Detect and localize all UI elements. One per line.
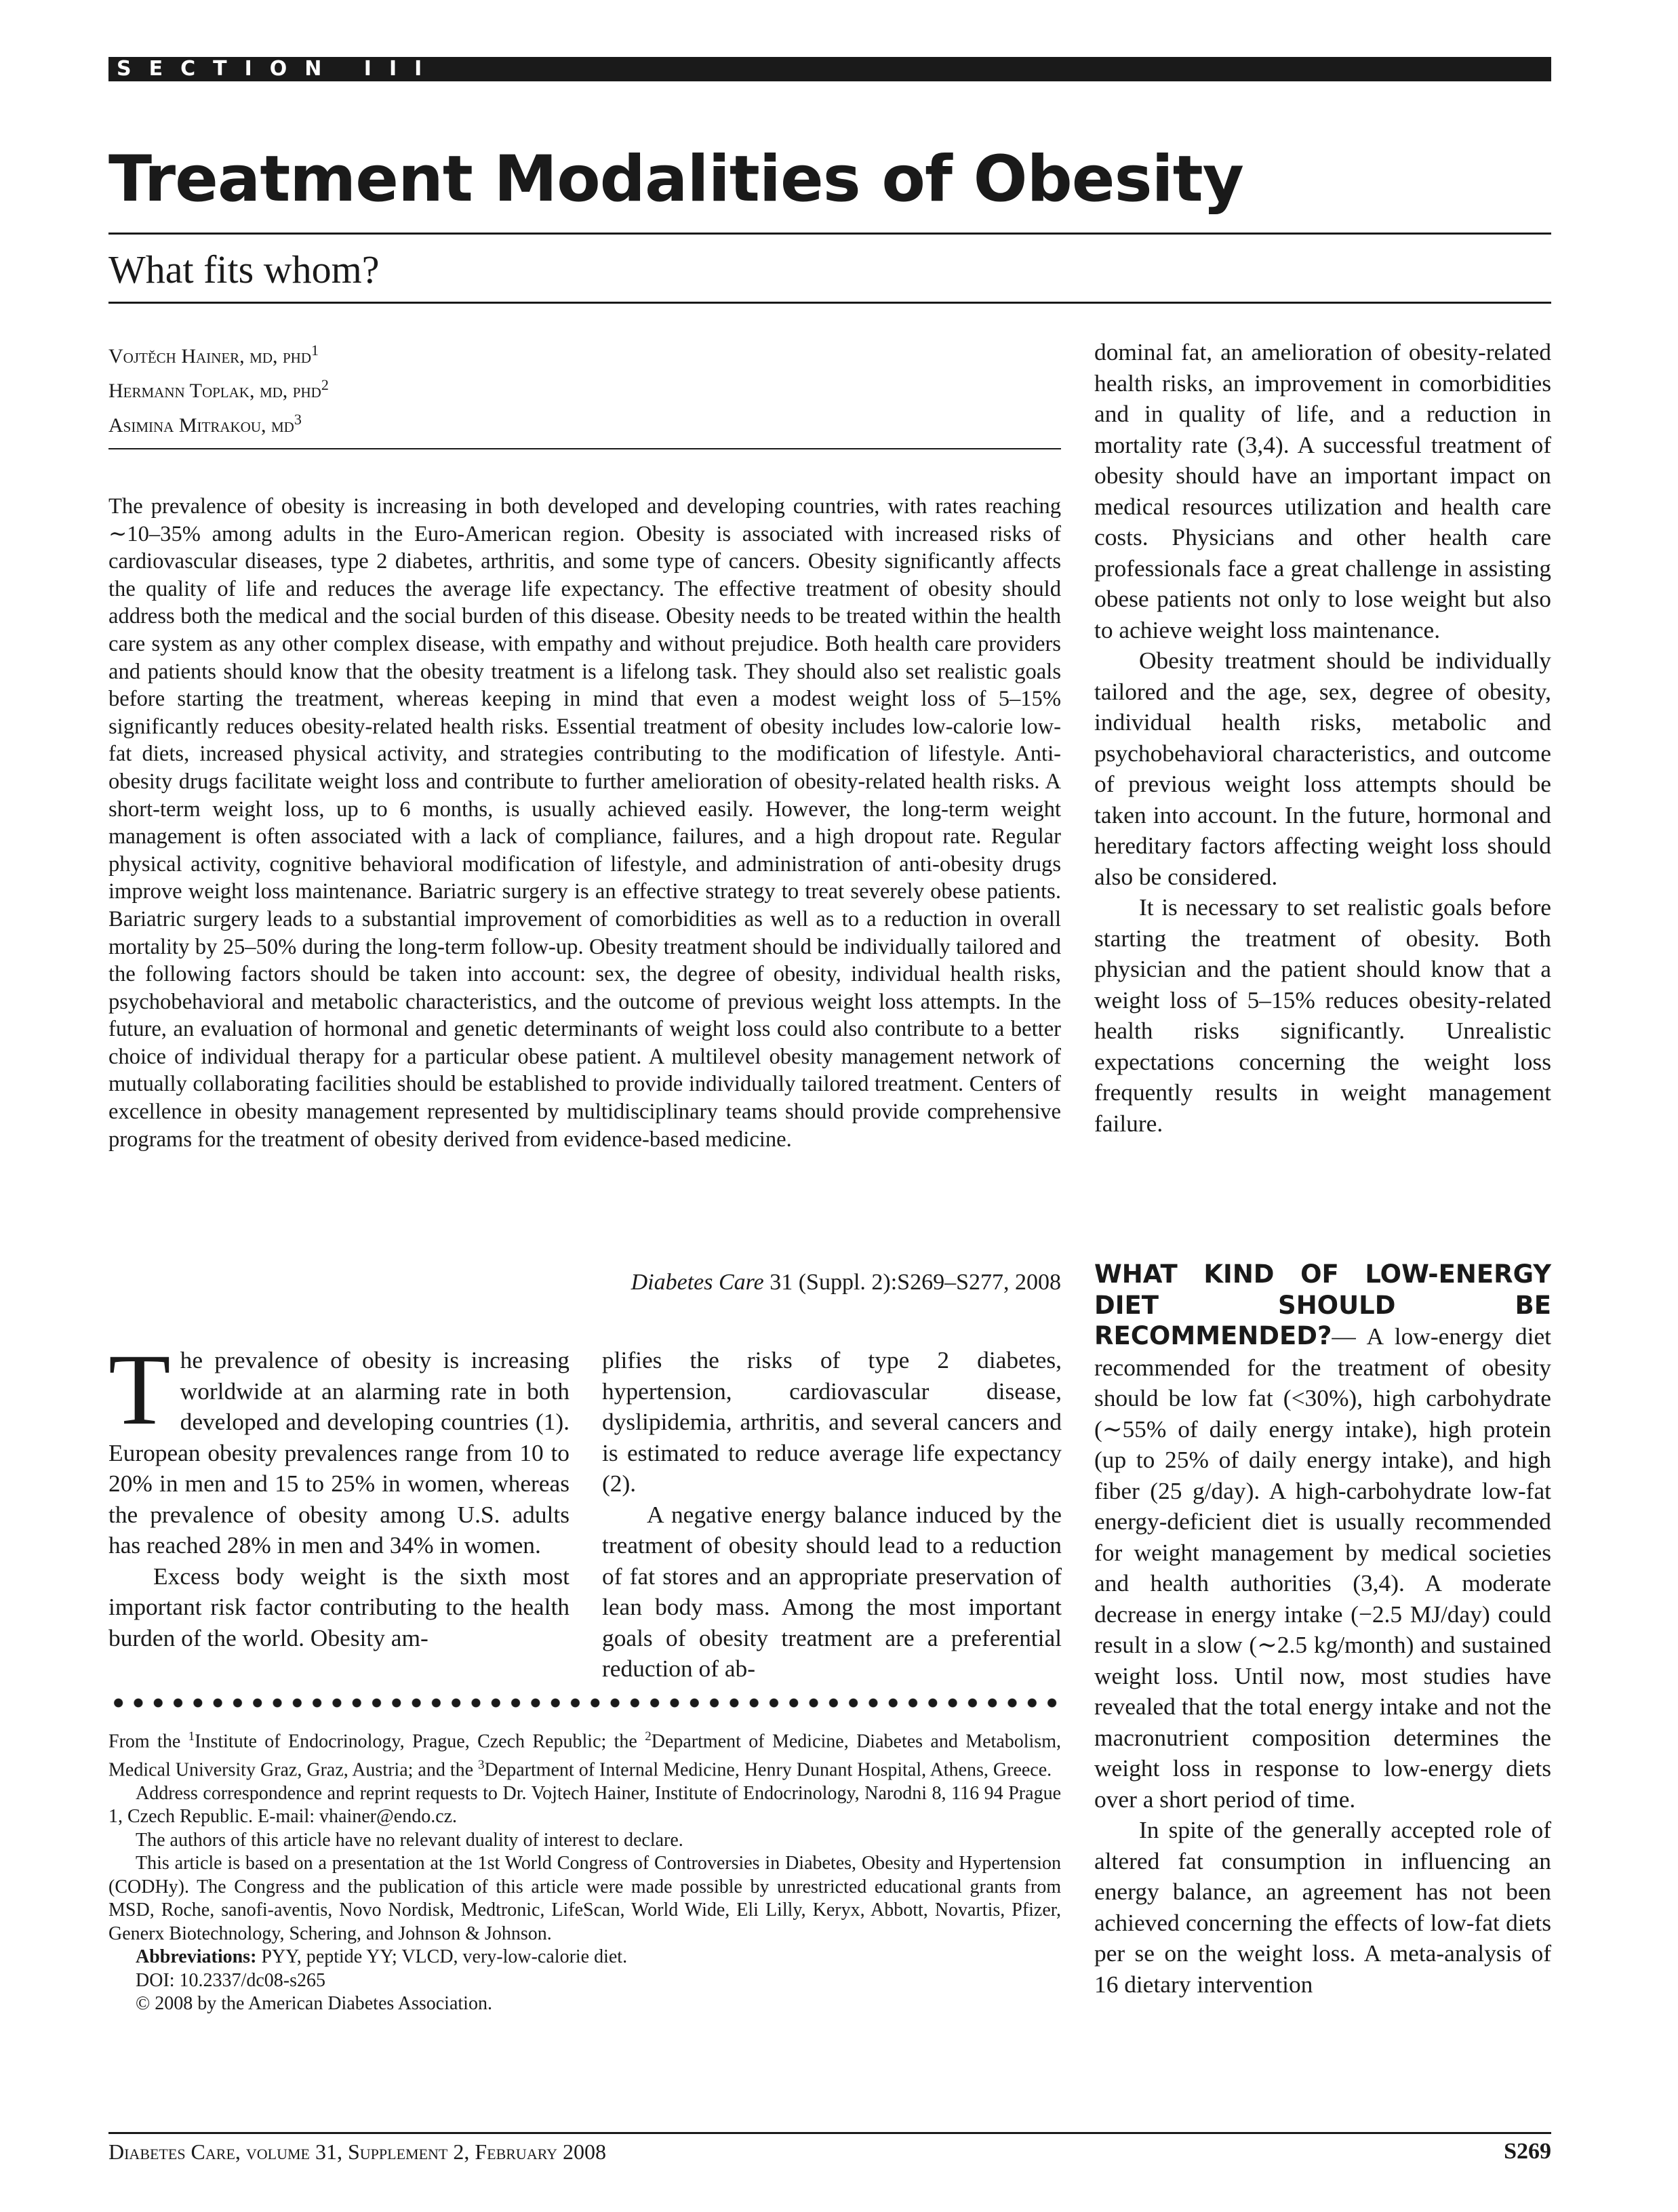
correspondence: Address correspondence and reprint requests to Dr. Vojtech Hainer, Institute of Endocrinology, Narodni 8, 116 94 Prague 1, Czech Republic. E-mail: vhainer@endo.cz. <box>108 1782 1061 1828</box>
body-column-3-section: WHAT KIND OF LOW-ENERGY DIET SHOULD BE RECOMMENDED?— A low-energy diet recommended for the treatment of obesity should be low fat (<30%), high carbohydrate (∼55% of daily energy intake), high protein (up to 25% of daily energy intake), and high fiber (25 g/day). A high-carbohydrate low-fat energy-deficient diet is usually recommended for weight management by medical societies and health authorities (3,4). A moderate decrease in energy intake (−2.5 MJ/day) could result in a slow (∼2.5 kg/month) and sustained weight loss. Until now, most studies have revealed that the total energy intake and not the macronutrient composition determines the weight loss in response to low-energy diets over a short period of time. In spite of the generally accepted role of altered fat consumption in influencing an energy balance, an agreement has not been achieved concerning the effects of low-fat diets per se on the weight loss. A meta-analysis of 16 dietary intervention <box>1094 1260 1551 2000</box>
body-column-3 <box>1094 337 1551 1139</box>
body-column-2 <box>602 1345 1062 1685</box>
drop-cap: T <box>108 1333 171 1446</box>
section-heading: WHAT KIND OF LOW-ENERGY DIET SHOULD BE RECOMMENDED? <box>1094 1260 1551 1350</box>
subtitle-rule <box>108 302 1551 304</box>
paragraph: It is necessary to set realistic goals before starting the treatment of obesity. Both physician and the patient should know that a weight loss of 5–15% reduces obesity-related health risks significantly. Unrealistic expectations concerning the weight loss frequently results in weight management failure. <box>1094 893 1551 1137</box>
article-title: Treatment Modalities of Obesity <box>108 142 1243 216</box>
page-number: S269 <box>1504 2139 1551 2164</box>
title-rule <box>108 233 1551 235</box>
paragraph: Excess body weight is the sixth most important risk factor contributing to the health burden of the world. Obesity am- <box>108 1562 570 1651</box>
duality-statement: The authors of this article have no relevant duality of interest to declare. <box>136 1829 683 1851</box>
doi: DOI: 10.2337/dc08-s265 <box>136 1969 325 1991</box>
citation: Diabetes Care 31 (Suppl. 2):S269–S277, 2008 <box>631 1270 1061 1295</box>
paragraph: dominal fat, an amelioration of obesity-related health risks, an improvement in comorbidities and in quality of life, and a reduction in mortality rate (3,4). A successful treatment of obesity should have an important impact on medical resources utilization and health care costs. Physicians and other health care professionals face a great challenge in assisting obese patients not only to lose weight but also to achieve weight loss maintenance. <box>1094 338 1551 643</box>
journal-footer: Diabetes Care, volume 31, Supplement 2, February 2008 <box>108 2139 607 2164</box>
abbreviations: Abbreviations: PYY, peptide YY; VLCD, very-low-calorie diet. <box>136 1946 628 1968</box>
paragraph: Obesity treatment should be individually tailored and the age, sex, degree of obesity, individual health risks, metabolic and psychobehavioral characteristics, and outcome of previous weight loss attempts should be taken into account. In the future, hormonal and hereditary factors affecting weight loss should also be considered. <box>1094 647 1551 890</box>
paragraph: plifies the risks of type 2 diabetes, hypertension, cardiovascular disease, dyslipidemia, arthritis, and several cancers and is estimated to reduce average life expectancy (2). <box>602 1346 1062 1497</box>
author-list <box>108 336 329 440</box>
author: Hermann Toplak, md, phd$^2$ <box>108 376 329 402</box>
paragraph: A negative energy balance induced by the treatment of obesity should lead to a reduction of fat stores and an appropriate preservation of lean body mass. Among the most important goals of obesity treatment are a preferential reduction of ab- <box>602 1500 1062 1682</box>
article-subtitle: What fits whom? <box>108 247 380 291</box>
dotted-separator <box>108 1696 1061 1710</box>
footer-rule <box>108 2132 1551 2134</box>
author: Vojtěch Hainer, md, phd$^1$ <box>108 342 319 367</box>
copyright: © 2008 by the American Diabetes Association. <box>136 1993 492 2015</box>
author: Asimina Mitrakou, $md^3$ <box>108 411 302 437</box>
presentation-note: This article is based on a presentation at the 1st World Congress of Controversies in Diabetes, Obesity and Hypertension (CODHy). The Congress and the publication of this article were made possible by unrestricted educational grants from MSD, Roche, sanofi-aventis, Novo Nordisk, Medtronic, LifeScan, World Wide, Eli Lilly, Keryx, Abbott, Novartis, Pfizer, Generx Biotechnology, Schering, and Johnson & Johnson. <box>108 1853 1061 1944</box>
abstract: The prevalence of obesity is increasing in both developed and developing countries, with rates reaching ∼10–35% among adults in the Euro-American region. Obesity is associated with increased risks of cardiovascular diseases, type 2 diabetes, arthritis, and some type of cancers. Obesity significantly affects the quality of life and reduces the average life expectancy. The effective treatment of obesity should address both the medical and the social burden of this disease. Obesity needs to be treated within the health care system as any other complex disease, with empathy and without prejudice. Both health care providers and patients should know that the obesity treatment is a lifelong task. They should also set realistic goals before starting the treatment, whereas keeping in mind that even a modest weight loss of 5–15% significantly reduces obesity-related health risks. Essential treatment of obesity includes low-calorie low-fat diets, increased physical activity, and strategies contributing to the modification of lifestyle. Anti-obesity drugs facilitate weight loss and contribute to further amelioration of obesity-related health risks. A short-term weight loss, up to 6 months, is usually achieved easily. However, the long-term weight management is often associated with a lack of compliance, failures, and a high dropout rate. Regular physical activity, cognitive behavioral modification of lifestyle, and administration of anti-obesity drugs improve weight loss maintenance. Bariatric surgery is an effective strategy to treat severely obese patients. Bariatric surgery leads to a substantial improvement of comorbidities as well as to a reduction in overall mortality by 25–50% during the long-term follow-up. Obesity treatment should be individually tailored and the following factors should be taken into account: sex, the degree of obesity, individual health risks, psychobehavioral and metabolic characteristics, and the outcome of previous weight loss attempts. In the future, an evaluation of hormonal and genetic determinants of weight loss could also contribute to a better choice of individual therapy for a particular obese patient. A multilevel obesity management network of mutually collaborating facilities should be established to provide individually tailored treatment. Centers of excellence in obesity management represented by multidisciplinary teams should provide comprehensive programs for the treatment of obesity derived from evidence-based medicine. <box>108 494 1061 1152</box>
author-rule <box>108 448 1061 449</box>
section-label: SECTION III <box>108 57 1551 81</box>
paragraph: In spite of the generally accepted role of altered fat consumption in influencing an energy balance, an agreement has not been achieved concerning the effects of low-fat diets per se on the weight loss. A meta-analysis of 16 dietary intervention <box>1094 1816 1551 1998</box>
footnotes <box>108 1725 1061 2016</box>
affiliations: From the $^1$Institute of Endocrinology, Prague, Czech Republic; the $^2$Department of Medicine, Diabetes and Metabolism, Medical University Graz, Graz, Austria; and the $^3$Department of Internal Medicine, Henry Dunant Hospital, Athens, Greece. <box>108 1729 1061 1781</box>
body-column-1: The prevalence of obesity is increasing worldwide at an alarming rate in both developed and developing countries (1). European obesity prevalences range from 10 to 20% in men and 15 to 25% in women, whereas the prevalence of obesity among U.S. adults has reached 28% in men and 34% in women. Excess body weight is the sixth most important risk factor contributing to the health burden of the world. Obesity am- <box>108 1345 570 1653</box>
